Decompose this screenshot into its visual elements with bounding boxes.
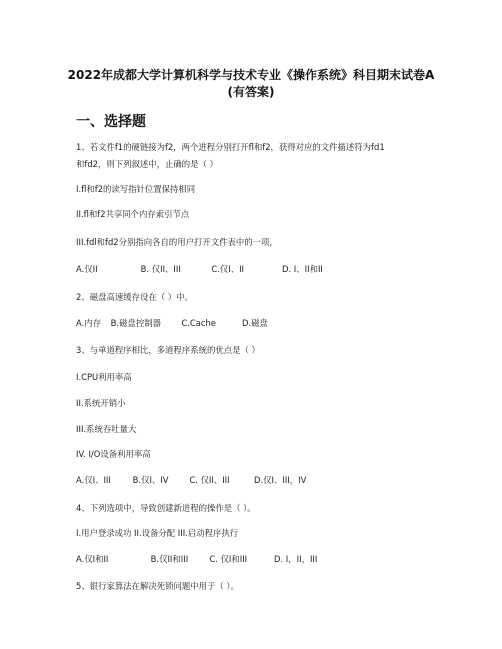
q1-stem-line2: 和fd2，则下列叙述中，止确的是（ ） — [76, 159, 218, 169]
q1-option-c: C.仅I、II — [211, 264, 245, 274]
q4-option-d: D. I，II，III — [274, 554, 318, 564]
q1-stem-line1: 1、若文件f1的硬链接为f2，两个进程分别打开fl和f2，获得对应的文件描述符为fd1 — [76, 142, 385, 152]
q3-option-c: C. 仅II、III — [189, 475, 230, 485]
q3-option-d: D.仅I、III，IV — [254, 475, 307, 485]
q5-stem: 5、银行家算法在解决死锁问题中用于（ ）。 — [76, 581, 239, 591]
q2-stem: 2、磁盘高速缓存设在（ ）中。 — [76, 292, 193, 302]
doc-title-line2: (有答案) — [227, 85, 275, 99]
q3-option-a: A.仅I、III — [76, 475, 111, 485]
doc-title-line1: 2022年成都大学计算机科学与技术专业《操作系统》科目期末试卷A — [67, 68, 435, 82]
q2-option-c: C.Cache — [181, 318, 216, 328]
q2-option-d: D.磁盘 — [242, 318, 268, 328]
q1-option-a: A.仅II — [76, 264, 98, 274]
q1-options — [76, 263, 444, 275]
q3-item-1: I.CPU利用率高 — [76, 372, 132, 382]
q1-option-b: B. 仅II、III — [140, 264, 181, 274]
q4-option-a: A.仅I和II — [76, 554, 109, 564]
q3-item-2: II.系统开销小 — [76, 398, 126, 408]
q1-option-d: D. I、II和II — [282, 264, 323, 274]
q2-options — [76, 317, 444, 329]
q4-option-c: C. 仅I和III — [209, 554, 248, 564]
section-heading: 一、选择题 — [76, 114, 146, 130]
q1-item-2: II.fl和f2共享同个内存索引节点 — [76, 209, 190, 219]
q1-item-3: III.fdl和fd2分别指向各自的用户打开文件表中的一项， — [76, 237, 278, 247]
q3-item-3: III.系统吞吐量大 — [76, 424, 137, 434]
q4-options — [76, 553, 444, 565]
q1-item-1: I.fl和f2的读写指针位置保持相同 — [76, 184, 196, 194]
q3-option-b: B.仅I、IV — [132, 475, 169, 485]
q4-option-b: B.仅II和III — [150, 554, 189, 564]
q3-stem: 3、与单道程序相比，多道程序系统的优点是（ ） — [76, 345, 260, 355]
q4-stem: 4、下列选项中，导致创建新进程的操作是（ ）。 — [76, 503, 256, 513]
q2-option-b: B.磁盘控制器 — [110, 318, 161, 328]
q3-options — [76, 474, 444, 486]
q2-option-a: A.内存 — [76, 318, 101, 328]
q3-item-4: IV. I/O设备利用率高 — [76, 449, 151, 459]
q4-items: I.用户登录成功 II.设备分配 III.启动程序执行 — [76, 528, 239, 538]
